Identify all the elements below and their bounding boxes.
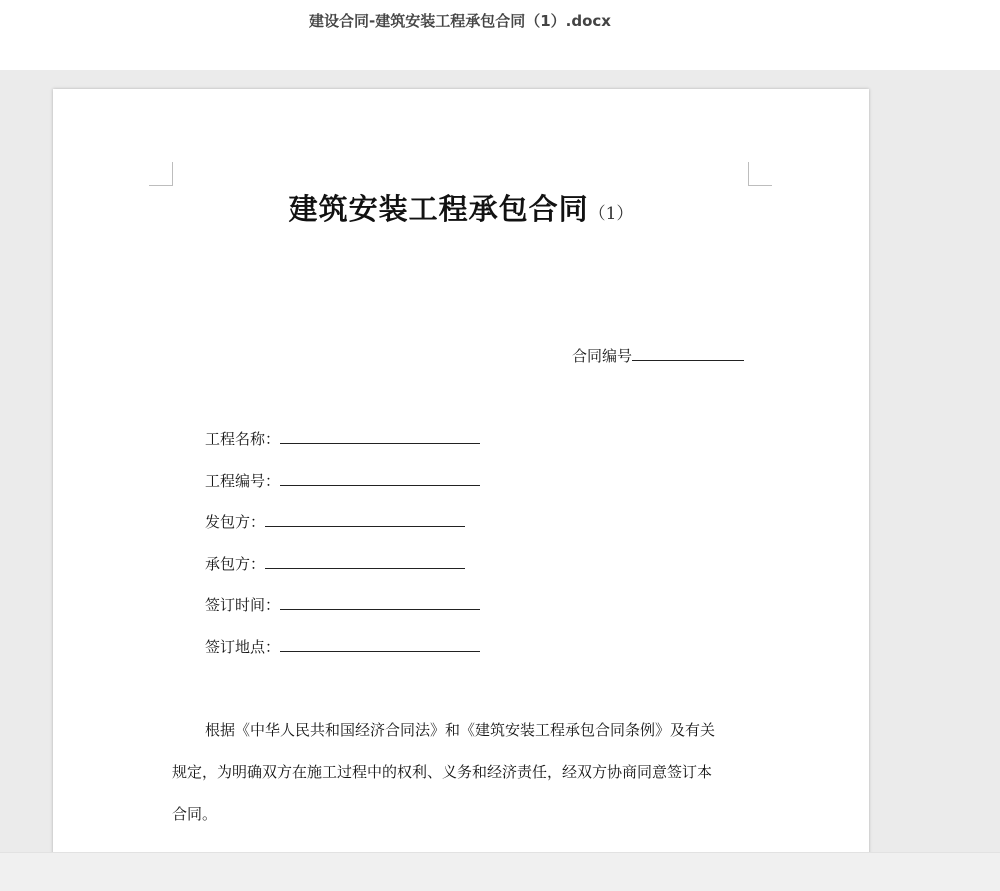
field-blank	[280, 427, 480, 444]
field-blank	[280, 469, 480, 486]
bottom-bar	[0, 852, 1000, 891]
paragraph-line: 合同。	[172, 805, 218, 823]
field-blank	[265, 552, 465, 569]
field-project-name	[205, 427, 480, 449]
document-file-name: 建设合同-建筑安装工程承包合同（1）.docx	[309, 12, 611, 30]
contract-number-blank	[632, 344, 744, 361]
field-label: 签订地点：	[205, 638, 281, 656]
field-client	[205, 510, 465, 532]
document-page[interactable]	[53, 89, 869, 889]
margin-corner-mark-left	[149, 162, 173, 186]
field-signing-date	[205, 593, 480, 615]
title-bar	[0, 0, 1000, 70]
paragraph-line: 根据《中华人民共和国经济合同法》和《建筑安装工程承包合同条例》及有关	[205, 721, 716, 739]
field-blank	[280, 635, 480, 652]
field-label: 工程名称：	[205, 430, 281, 448]
document-title-suffix: （1）	[588, 204, 634, 224]
contract-number	[572, 344, 744, 366]
field-label: 签订时间：	[205, 596, 281, 614]
preamble-paragraph	[172, 709, 752, 835]
field-project-number	[205, 469, 480, 491]
field-label: 发包方：	[205, 513, 266, 531]
document-viewer[interactable]	[0, 70, 1000, 852]
document-title	[53, 187, 869, 228]
field-label: 工程编号：	[205, 472, 281, 490]
field-label: 承包方：	[205, 555, 266, 573]
field-blank	[265, 510, 465, 527]
contract-number-label: 合同编号	[572, 347, 633, 365]
field-blank	[280, 593, 480, 610]
margin-corner-mark-right	[748, 162, 772, 186]
document-title-text: 建筑安装工程承包合同	[288, 192, 589, 226]
field-signing-place	[205, 635, 480, 657]
paragraph-line: 规定，为明确双方在施工过程中的权利、义务和经济责任，经双方协商同意签订本	[172, 763, 713, 781]
field-contractor	[205, 552, 465, 574]
